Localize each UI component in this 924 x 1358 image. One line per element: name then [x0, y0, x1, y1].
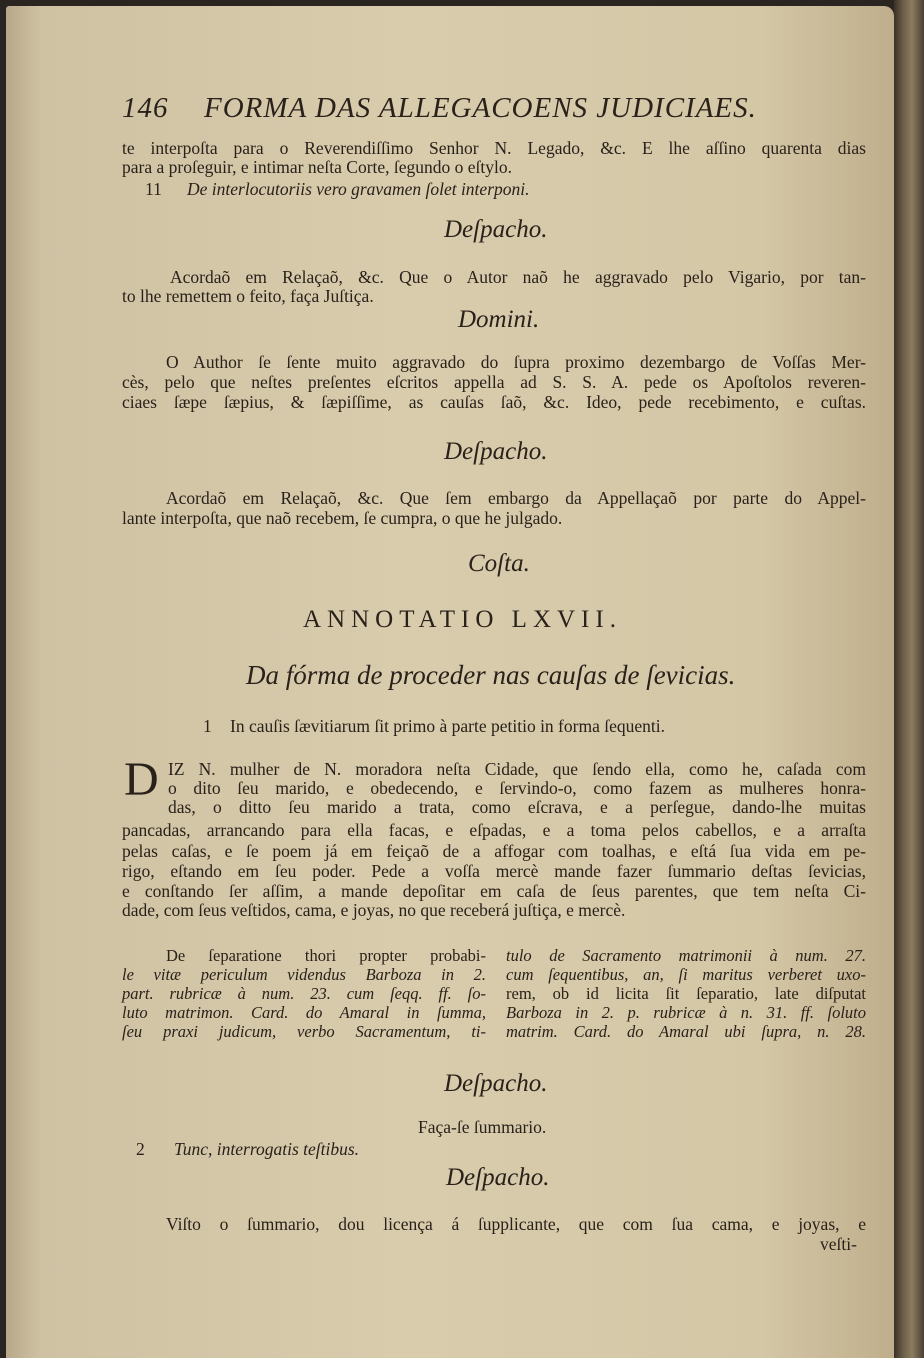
petition-line: pancadas, arrancando para ella facas, e eſpadas, e a toma pelos cabellos, e a arraſta [122, 820, 866, 840]
note-text: De interlocutoriis vero gravamen ſolet interponi. [187, 179, 530, 199]
paragraph-line: Acordaõ em Relaçaõ, &c. Que ſem embargo da Appellaçaõ por parte do Appel- [166, 488, 866, 508]
column-line: cum ſequentibus, an, ſi maritus verberet uxo- [506, 965, 866, 984]
paragraph-line: Acordaõ em Relaçaõ, &c. Que o Autor naõ he aggravado pelo Vigario, por tan- [170, 267, 866, 287]
petition-line: das, o ditto ſeu marido a trata, como eſcrava, e a perſegue, dando-lhe muitas [168, 797, 866, 817]
paragraph-line: O Author ſe ſente muito aggravado do ſupra proximo dezembargo de Voſſas Mer- [166, 352, 866, 372]
column-line: De ſeparatione thori propter probabi- [166, 946, 486, 965]
petition-line: pelas caſas, e ſe poem já em feiçaõ de a affogar com toalhas, e eſtá ſua vida em pe- [122, 841, 866, 861]
catchword: veſti- [820, 1234, 857, 1254]
column-line: ſeu praxi judicum, verbo Sacramentum, ti- [122, 1022, 486, 1041]
column-line: luto matrimon. Card. do Amaral in ſumma, [122, 1003, 486, 1022]
paragraph-line: lante interpoſta, que naõ recebem, ſe cumpra, o que he julgado. [122, 508, 563, 528]
petition-line: rigo, eſtando em ſeu poder. Pede a voſſa mercè mande fazer ſummario deſtas ſevicias, [122, 861, 866, 881]
paragraph-line: Viſto o ſummario, dou licença á ſupplicante, que com ſua cama, e joyas, e [166, 1214, 866, 1234]
drop-cap: D [124, 753, 159, 806]
book-edge [894, 0, 924, 1358]
page-number: 146 [122, 92, 169, 124]
annotation-title: ANNOTATIO LXVII. [303, 606, 622, 633]
book-page [6, 6, 894, 1358]
column-line: tulo de Sacramento matrimonii à num. 27. [506, 946, 866, 965]
intro-line-2: para a proſeguir, e intimar neſta Corte, ſegundo o eſtylo. [122, 157, 513, 177]
petition-line: o dito ſeu marido, e obedecendo, e ſervindo-o, como fazem as mulheres honra- [168, 778, 866, 798]
paragraph-line: ciaes ſæpe ſæpius, & ſæpiſſime, as cauſas ſaõ, &c. Ideo, pede recebimento, e cuſtas. [122, 392, 866, 412]
annotation-subtitle: Da fórma de proceder nas cauſas de ſevicias. [246, 660, 736, 690]
section-heading: Domini. [458, 306, 540, 333]
note-text: In cauſis ſævitiarum ſit primo à parte petitio in forma ſequenti. [230, 716, 665, 736]
intro-line-1: te interpoſta para o Reverendiſſimo Senhor N. Legado, &c. E lhe aſſino quarenta dias [122, 138, 866, 158]
paragraph-line: to lhe remettem o feito, faça Juſtiça. [122, 286, 374, 306]
note-text: Tunc, interrogatis teſtibus. [174, 1139, 360, 1159]
decision-text: Faça-ſe ſummario. [418, 1117, 547, 1137]
marginal-number: 1 [203, 716, 212, 736]
column-line: part. rubricæ à num. 23. cum ſeqq. ff. ſo- [122, 984, 486, 1003]
column-line: rem, ob id licita ſit ſeparatio, late diſputat [506, 984, 866, 1003]
column-line: matrim. Card. do Amaral ubi ſupra, n. 28. [506, 1022, 866, 1041]
petition-line: dade, com ſeus veſtidos, cama, e joyas, no que receberá juſtiça, e mercè. [122, 900, 626, 920]
section-heading: Deſpacho. [444, 1070, 548, 1097]
running-head: FORMA DAS ALLEGACOENS JUDICIAES. [204, 92, 757, 124]
petition-line: e conſtando ſer aſſim, a mande depoſitar em caſa de ſeus parentes, que tem neſta Ci- [122, 881, 866, 901]
marginal-number: 2 [136, 1139, 145, 1159]
paragraph-line: cès, pelo que neſtes preſentes eſcritos appella ad S. S. A. pede os Apoſtolos reveren- [122, 372, 866, 392]
section-heading: Deſpacho. [444, 216, 548, 243]
column-line: le vitæ periculum videndus Barboza in 2. [122, 965, 486, 984]
petition-line: IZ N. mulher de N. moradora neſta Cidade, que ſendo ella, como he, caſada com [168, 759, 866, 779]
section-heading: Deſpacho. [446, 1164, 550, 1191]
column-line: Barboza in 2. p. rubricæ à n. 31. ff. ſoluto [506, 1003, 866, 1022]
section-heading: Deſpacho. [444, 438, 548, 465]
attribution: Coſta. [468, 550, 530, 577]
marginal-number: 11 [145, 179, 162, 199]
